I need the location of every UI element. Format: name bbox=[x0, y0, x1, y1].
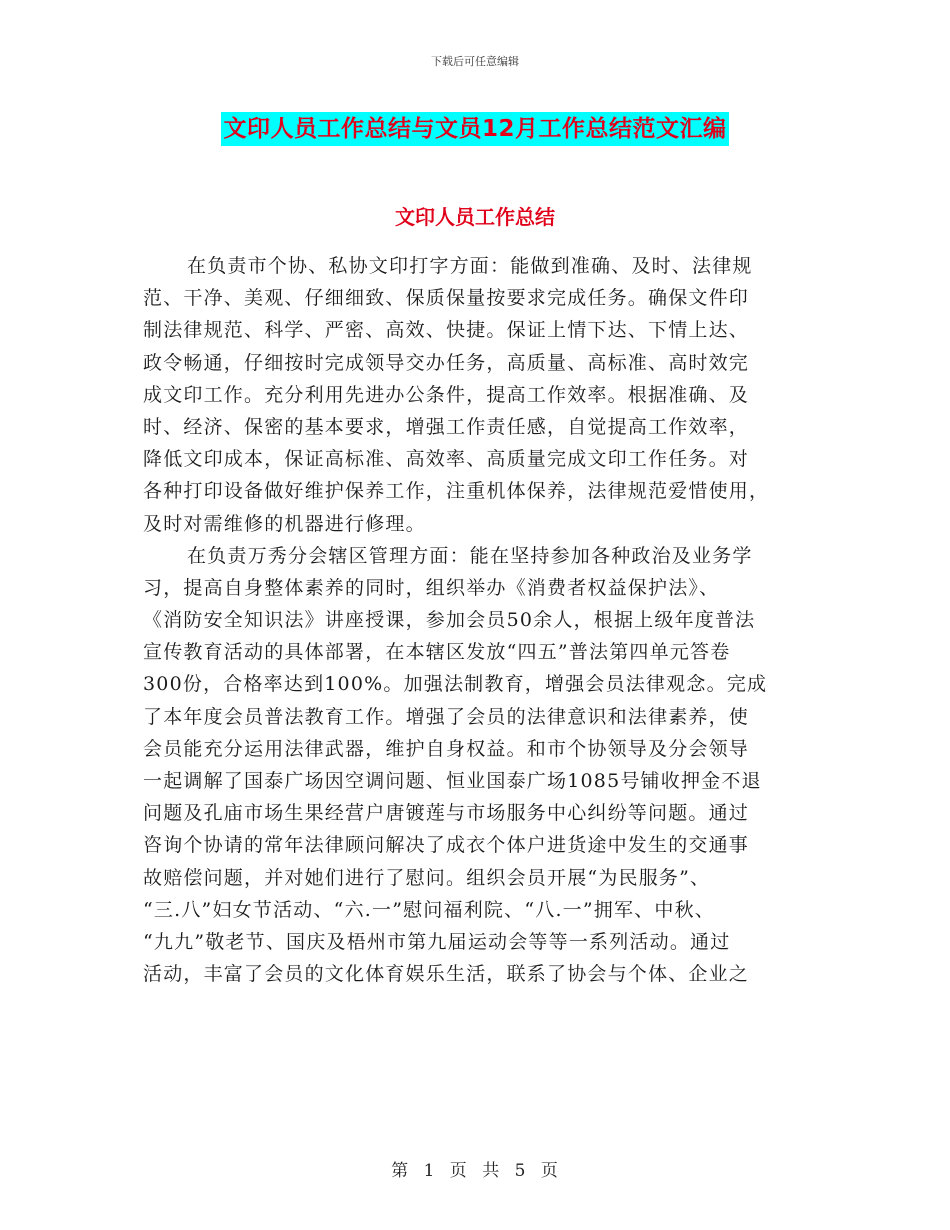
paragraph-1-line: 降低文印成本，保证高标准、高效率、高质量完成文印工作任务。对 bbox=[143, 448, 750, 471]
paragraph-2-line: 在负责万秀分会辖区管理方面：能在坚持参加各种政治及业务学 bbox=[187, 544, 753, 567]
paragraph-2-line: 习，提高自身整体素养的同时，组织举办《消费者权益保护法》、 bbox=[143, 576, 720, 599]
header-note: 下载后可任意编辑 bbox=[431, 55, 519, 68]
footer-total-pages: 5 bbox=[514, 1161, 527, 1181]
paragraph-2-line: 一起调解了国泰广场因空调问题、恒业国泰广场1085号铺收押金不退 bbox=[143, 770, 762, 792]
paragraph-2-line: 会员能充分运用法律武器，维护自身权益。和市个协领导及分会领导 bbox=[143, 737, 750, 760]
page-footer bbox=[0, 1156, 950, 1181]
paragraph-1-line: 成文印工作。充分利用先进办公条件，提高工作效率。根据准确、及 bbox=[143, 383, 750, 406]
main-title-text: 文印人员工作总结与文员12月工作总结范文汇编 bbox=[221, 112, 728, 146]
paragraph-1-line: 范、干净、美观、仔细细致、保质保量按要求完成任务。确保文件印 bbox=[143, 287, 750, 310]
footer-total-label: 共 bbox=[482, 1161, 501, 1181]
footer-page-number: 1 bbox=[423, 1161, 436, 1181]
main-title bbox=[0, 112, 950, 146]
paragraph-1-line: 时、经济、保密的基本要求，增强工作责任感，自觉提高工作效率， bbox=[143, 415, 750, 438]
paragraph-2-line: “九九”敬老节、国庆及梧州市第九届运动会等等一系列活动。通过 bbox=[143, 930, 731, 953]
paragraph-2-line: 了本年度会员普法教育工作。增强了会员的法律意识和法律素养，使 bbox=[143, 705, 750, 728]
body-text bbox=[143, 250, 823, 990]
paragraph-2-line: 宣传教育活动的具体部署，在本辖区发放“四五”普法第四单元答卷 bbox=[143, 641, 731, 664]
paragraph-2-line: “三.八”妇女节活动、“六.一”慰问福利院、“八.一”拥军、中秋、 bbox=[143, 898, 716, 921]
footer-page-label: 第 bbox=[391, 1161, 410, 1181]
paragraph-1-line: 政令畅通，仔细按时完成领导交办任务，高质量、高标准、高时效完 bbox=[143, 351, 750, 374]
paragraph-1-line: 各种打印设备做好维护保养工作，注重机体保养，法律规范爱惜使用， bbox=[143, 480, 770, 503]
paragraph-2-line: 《消防安全知识法》讲座授课，参加会员50余人，根据上级年度普法 bbox=[143, 609, 756, 632]
paragraph-1-line: 制法律规范、科学、严密、高效、快捷。保证上情下达、下情上达、 bbox=[143, 319, 750, 342]
paragraph-2-line: 咨询个协请的常年法律顾问解决了成衣个体户进货途中发生的交通事 bbox=[143, 834, 750, 857]
footer-total-unit: 页 bbox=[540, 1161, 559, 1181]
paragraph-2-line: 300份，合格率达到100%。加强法制教育，增强会员法律观念。完成 bbox=[143, 673, 768, 696]
paragraph-1-line: 在负责市个协、私协文印打字方面：能做到准确、及时、法律规 bbox=[187, 255, 753, 277]
paragraph-2-line: 问题及孔庙市场生果经营户唐镀莲与市场服务中心纠纷等问题。通过 bbox=[143, 802, 750, 825]
paragraph-2-line: 故赔偿问题，并对她们进行了慰问。组织会员开展“为民服务”、 bbox=[143, 866, 711, 889]
footer-page-unit: 页 bbox=[449, 1161, 468, 1181]
section-title: 文印人员工作总结 bbox=[395, 205, 555, 229]
paragraph-1-line: 及时对需维修的机器进行修理。 bbox=[143, 512, 426, 535]
paragraph-2-line: 活动，丰富了会员的文化体育娱乐生活，联系了协会与个体、企业之 bbox=[143, 963, 750, 986]
